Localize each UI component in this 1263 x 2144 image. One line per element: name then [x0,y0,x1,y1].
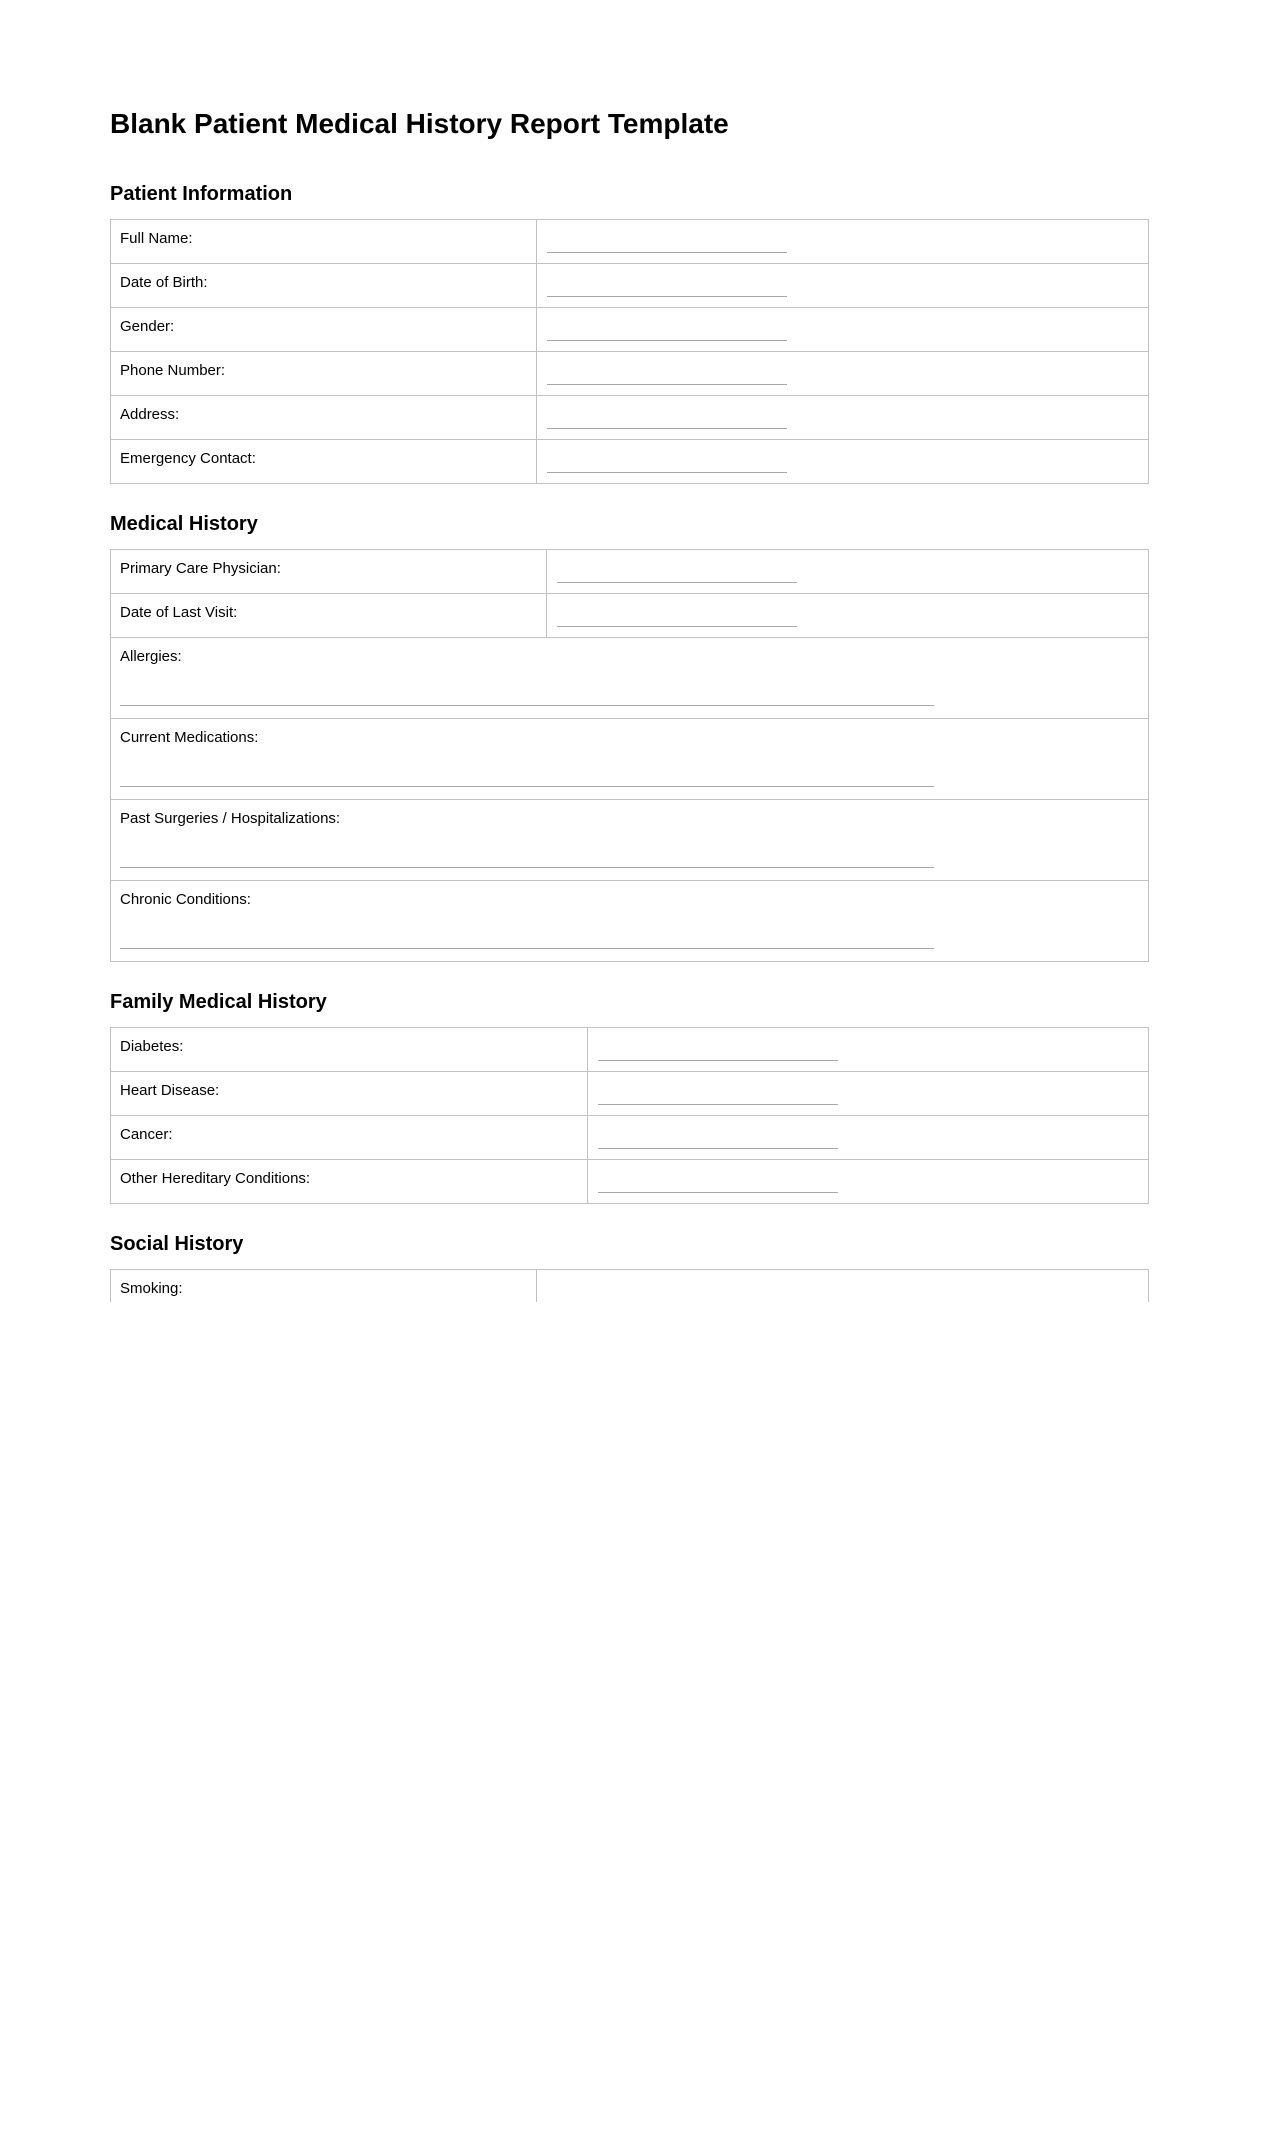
blank-field [111,881,1149,962]
table-row [111,308,1149,352]
blank-line [547,296,787,297]
table-row [111,881,1149,962]
section-heading-medical-history: Medical History [110,513,258,535]
field-label: Current Medications: [120,729,259,746]
table-row [111,1072,1149,1116]
section-medical-history [110,512,1149,962]
field-label: Heart Disease: [111,1072,588,1116]
section-heading-social-history: Social History [110,1233,244,1255]
blank-field [536,440,1148,484]
field-label: Full Name: [111,220,537,264]
blank-line [598,1192,838,1193]
blank-line [547,384,787,385]
table-row [111,1116,1149,1160]
page-title: Blank Patient Medical History Report Template [110,108,729,139]
blank-line [120,867,934,868]
section-heading-family-medical-history: Family Medical History [110,991,327,1013]
table-row [111,800,1149,881]
field-label: Date of Birth: [111,264,537,308]
blank-field [546,594,1148,638]
blank-field [536,352,1148,396]
truncated-table-viewport [110,1269,1149,1302]
blank-line [120,705,934,706]
table-row [111,264,1149,308]
blank-line [598,1148,838,1149]
blank-line [598,1060,838,1061]
blank-field [536,1270,1148,1303]
blank-field [546,550,1148,594]
blank-line [557,626,797,627]
table-row [111,440,1149,484]
blank-field [536,396,1148,440]
medical-history-table [110,549,1149,962]
table-row [111,352,1149,396]
table-row [111,1270,1149,1303]
field-label: Primary Care Physician: [111,550,547,594]
blank-field [536,264,1148,308]
field-label: Diabetes: [111,1028,588,1072]
blank-field [111,800,1149,881]
field-label: Cancer: [111,1116,588,1160]
blank-field [536,220,1148,264]
blank-field [111,638,1149,719]
family-medical-history-table [110,1027,1149,1204]
table-row [111,220,1149,264]
field-label: Past Surgeries / Hospitalizations: [120,810,341,827]
social-history-table [110,1269,1149,1302]
blank-line [547,428,787,429]
blank-line [547,340,787,341]
field-label: Allergies: [120,648,182,665]
field-label: Address: [111,396,537,440]
blank-line [120,786,934,787]
blank-line [547,252,787,253]
field-label: Gender: [111,308,537,352]
blank-field [588,1072,1149,1116]
section-heading-patient-information: Patient Information [110,183,293,205]
field-label: Smoking: [111,1270,537,1303]
table-row [111,594,1149,638]
blank-line [557,582,797,583]
table-row [111,1160,1149,1204]
section-family-medical-history [110,990,1149,1204]
section-social-history [110,1232,1149,1302]
blank-field [588,1160,1149,1204]
field-label: Date of Last Visit: [111,594,547,638]
blank-field [536,308,1148,352]
field-label: Chronic Conditions: [120,891,251,908]
table-row [111,550,1149,594]
table-row [111,638,1149,719]
field-label: Phone Number: [111,352,537,396]
blank-field [588,1028,1149,1072]
field-label: Emergency Contact: [111,440,537,484]
table-row [111,1028,1149,1072]
patient-information-table [110,219,1149,484]
section-patient-information [110,182,1149,484]
table-row [111,719,1149,800]
field-label: Other Hereditary Conditions: [111,1160,588,1204]
blank-field [111,719,1149,800]
blank-field [588,1116,1149,1160]
blank-line [598,1104,838,1105]
table-row [111,396,1149,440]
blank-line [120,948,934,949]
blank-line [547,472,787,473]
